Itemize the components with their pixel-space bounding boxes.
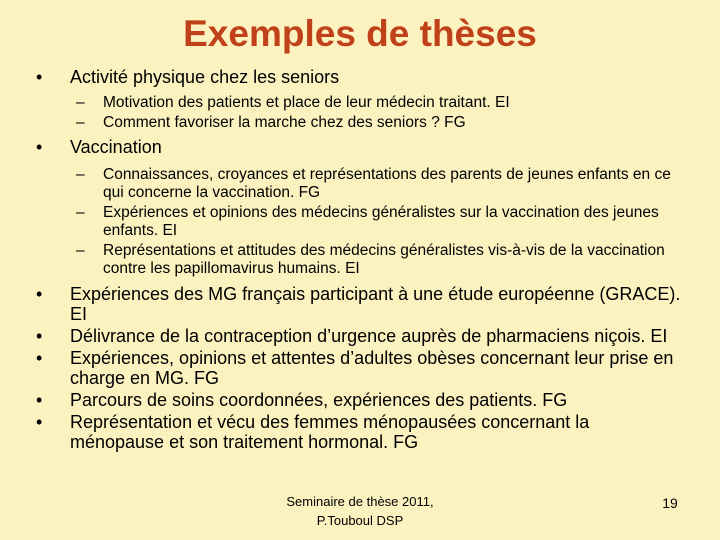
bullet-icon: •	[36, 412, 43, 432]
sub-list-item	[34, 204, 684, 239]
sub-list-item-text: Expériences et opinions des médecins généralistes sur la vaccination des jeunes enfants. EI	[103, 204, 659, 239]
list-item	[34, 412, 684, 452]
list-item-text: Expériences des MG français participant à une étude européenne (GRACE). EI	[70, 284, 681, 324]
dash-icon: –	[76, 166, 85, 183]
list-item-text: Activité physique chez les seniors	[70, 67, 340, 87]
dash-icon: –	[76, 242, 85, 259]
sub-list-item-text: Comment favoriser la marche chez des seniors ? FG	[103, 113, 466, 131]
bullet-icon: •	[36, 137, 43, 157]
bullet-icon: •	[36, 390, 43, 410]
list-item-text: Représentation et vécu des femmes ménopausées concernant la ménopause et son traitement hormonal. FG	[70, 412, 590, 452]
list-item	[34, 67, 684, 87]
sub-list-item	[34, 242, 684, 277]
dash-icon: –	[76, 204, 85, 221]
sub-list-item-text: Connaissances, croyances et représentations des parents de jeunes enfants en ce qui concerne la vaccination. FG	[103, 166, 671, 201]
list-item-text: Délivrance de la contraception d’urgence auprès de pharmaciens niçois. EI	[70, 326, 668, 346]
sub-list-item	[34, 166, 684, 201]
page-number: 19	[662, 495, 678, 511]
list-item	[34, 390, 684, 410]
sub-list-item	[34, 94, 684, 112]
bullet-icon: •	[36, 326, 43, 346]
list-item	[34, 326, 684, 346]
bullet-icon: •	[36, 67, 43, 87]
footer-line: P.Touboul DSP	[316, 513, 404, 528]
bullet-icon: •	[36, 284, 43, 304]
list-item-text: Expériences, opinions et attentes d’adultes obèses concernant leur prise en charge en MG. FG	[70, 348, 674, 388]
dash-icon: –	[76, 113, 85, 131]
slide-footer	[250, 492, 470, 530]
sub-list-item-text: Représentations et attitudes des médecins généralistes vis-à-vis de la vaccination contre les papillomavirus humains. EI	[103, 242, 665, 277]
bullet-list	[34, 65, 684, 452]
slide-title: Exemples de thèses	[183, 13, 537, 54]
list-item-text: Parcours de soins coordonnées, expériences des patients. FG	[70, 390, 568, 410]
list-item	[34, 284, 684, 324]
sub-list-item	[34, 114, 684, 132]
list-item-text: Vaccination	[70, 137, 162, 157]
sub-list-item-text: Motivation des patients et place de leur médecin traitant. EI	[103, 94, 510, 111]
list-item	[34, 348, 684, 388]
footer-line: Seminaire de thèse 2011,	[286, 494, 434, 509]
list-item	[34, 137, 684, 157]
dash-icon: –	[76, 94, 85, 111]
bullet-icon: •	[36, 348, 43, 368]
